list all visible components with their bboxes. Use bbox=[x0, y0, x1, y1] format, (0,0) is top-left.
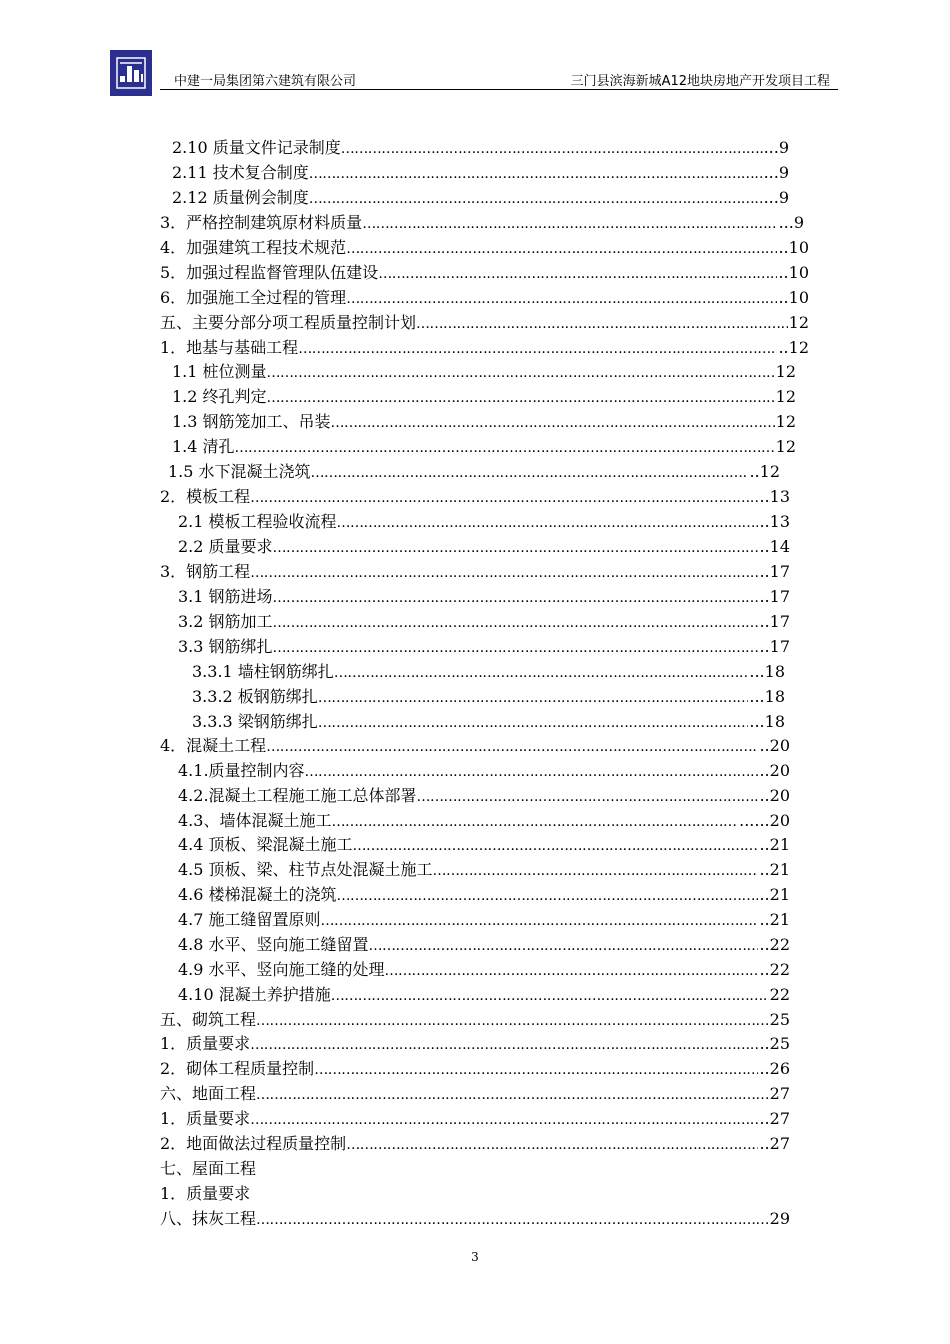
toc-entry-title: 4.9 水平、竖向施工缝的处理 bbox=[178, 960, 385, 979]
toc-dot-leader bbox=[331, 811, 738, 832]
toc-entry-title: 1.3 钢筋笼加工、吊装 bbox=[172, 412, 331, 431]
toc-entry-title: 2.2 质量要求 bbox=[178, 537, 273, 556]
toc-dot-leader bbox=[235, 437, 775, 458]
toc-entry-page: ..14 bbox=[759, 537, 790, 556]
toc-entry-title: 1．质量要求 bbox=[160, 1184, 251, 1203]
toc-dot-leader bbox=[266, 736, 758, 757]
toc-entry-page: 12 bbox=[775, 387, 796, 406]
toc-dot-leader bbox=[250, 1109, 758, 1130]
toc-entry[interactable] bbox=[178, 884, 790, 906]
toc-entry-title: 五、主要分部分项工程质量控制计划 bbox=[160, 313, 417, 332]
toc-entry-page: ..12 bbox=[778, 338, 809, 357]
toc-entry-title: 2．地面做法过程质量控制 bbox=[160, 1134, 347, 1153]
toc-dot-leader bbox=[250, 562, 758, 583]
toc-entry-title: 4.7 施工缝留置原则 bbox=[178, 910, 321, 929]
toc-entry-page: 25 bbox=[769, 1010, 790, 1029]
toc-entry[interactable] bbox=[178, 959, 790, 981]
toc-entry-title: 五、砌筑工程 bbox=[160, 1010, 257, 1029]
toc-entry-page: ...9 bbox=[778, 213, 804, 232]
toc-entry-title: 4.2.混凝土工程施工施工总体部署 bbox=[178, 786, 417, 805]
toc-entry[interactable] bbox=[178, 984, 790, 1006]
toc-entry-page: ..21 bbox=[759, 910, 790, 929]
toc-entry[interactable] bbox=[178, 760, 790, 782]
toc-entry-page: ..21 bbox=[759, 835, 790, 854]
toc-entry[interactable] bbox=[178, 611, 790, 633]
toc-dot-leader bbox=[273, 587, 759, 608]
toc-entry[interactable] bbox=[178, 536, 790, 558]
toc-entry-page: ..27 bbox=[759, 1109, 790, 1128]
toc-entry-title: 4.5 顶板、梁、柱节点处混凝土施工 bbox=[178, 860, 433, 879]
toc-dot-leader bbox=[337, 512, 759, 533]
toc-entry-title: 4.3、墙体混凝土施工 bbox=[178, 811, 332, 830]
toc-dot-leader bbox=[385, 960, 759, 981]
toc-dot-leader bbox=[256, 1209, 769, 1230]
toc-entry[interactable] bbox=[178, 909, 790, 931]
toc-entry-title: 1．质量要求 bbox=[160, 1109, 251, 1128]
toc-dot-leader bbox=[273, 637, 759, 658]
toc-entry[interactable] bbox=[160, 212, 804, 234]
toc-entry-title: 3.1 钢筋进场 bbox=[178, 587, 273, 606]
toc-entry-title: 2.12 质量例会制度 bbox=[172, 188, 309, 207]
toc-dot-leader bbox=[346, 1134, 758, 1155]
toc-entry[interactable] bbox=[160, 1133, 790, 1155]
toc-entry[interactable] bbox=[178, 511, 790, 533]
toc-entry-title: 3.3 钢筋绑扎 bbox=[178, 637, 273, 656]
toc-entry-page: ...9 bbox=[763, 188, 789, 207]
toc-entry[interactable] bbox=[160, 1183, 400, 1205]
toc-entry-title: 6．加强施工全过程的管理 bbox=[160, 288, 347, 307]
toc-entry-title: 5．加强过程监督管理队伍建设 bbox=[160, 263, 379, 282]
toc-entry-title: 4.1.质量控制内容 bbox=[178, 761, 305, 780]
toc-entry-page: ...18 bbox=[749, 662, 785, 681]
toc-dot-leader bbox=[369, 935, 759, 956]
toc-entry-title: 3．严格控制建筑原材料质量 bbox=[160, 213, 363, 232]
toc-entry-title: 3.3.1 墙柱钢筋绑扎 bbox=[192, 662, 334, 681]
toc-entry-page: ...9 bbox=[763, 138, 789, 157]
toc-entry[interactable] bbox=[172, 436, 796, 458]
toc-entry-title: 3.2 钢筋加工 bbox=[178, 612, 273, 631]
toc-dot-leader bbox=[256, 1084, 769, 1105]
toc-entry-page: 22 bbox=[769, 985, 790, 1004]
toc-dot-leader bbox=[433, 860, 759, 881]
toc-dot-leader bbox=[321, 910, 759, 931]
toc-entry[interactable] bbox=[160, 237, 809, 259]
toc-entry-page: ..20 bbox=[759, 761, 790, 780]
toc-entry[interactable] bbox=[160, 287, 809, 309]
toc-entry-title: 1．质量要求 bbox=[160, 1034, 251, 1053]
toc-entry-title: 八、抹灰工程 bbox=[160, 1209, 257, 1228]
toc-dot-leader bbox=[267, 362, 775, 383]
toc-entry[interactable] bbox=[160, 1058, 790, 1080]
toc-entry-page: ..22 bbox=[759, 935, 790, 954]
toc-entry-page: ..17 bbox=[759, 612, 790, 631]
toc-entry-title: 六、地面工程 bbox=[160, 1084, 257, 1103]
toc-entry-title: 4．混凝土工程 bbox=[160, 736, 267, 755]
toc-entry[interactable] bbox=[178, 636, 790, 658]
toc-dot-leader bbox=[273, 612, 759, 633]
toc-entry-title: 2.1 模板工程验收流程 bbox=[178, 512, 337, 531]
toc-entry[interactable] bbox=[172, 361, 796, 383]
toc-dot-leader bbox=[314, 1059, 758, 1080]
toc-dot-leader bbox=[346, 288, 777, 309]
toc-entry-title: 3．钢筋工程 bbox=[160, 562, 251, 581]
toc-entry[interactable] bbox=[172, 386, 796, 408]
toc-entry-title: 1.2 终孔判定 bbox=[172, 387, 267, 406]
toc-entry[interactable] bbox=[172, 137, 789, 159]
toc-entry-page: ..20 bbox=[759, 786, 790, 805]
toc-entry-title: 4.10 混凝土养护措施 bbox=[178, 985, 331, 1004]
toc-entry-title: 3.3.3 梁钢筋绑扎 bbox=[192, 712, 318, 731]
toc-dot-leader bbox=[311, 462, 749, 483]
toc-entry-page: ..22 bbox=[759, 960, 790, 979]
toc-entry[interactable] bbox=[160, 1083, 790, 1105]
toc-entry[interactable] bbox=[178, 859, 790, 881]
toc-entry[interactable] bbox=[160, 486, 790, 508]
toc-entry-title: 2．模板工程 bbox=[160, 487, 251, 506]
toc-entry[interactable] bbox=[178, 785, 790, 807]
toc-entry-title: 2．砌体工程质量控制 bbox=[160, 1059, 315, 1078]
toc-entry-title: 1.4 清孔 bbox=[172, 437, 235, 456]
toc-entry[interactable] bbox=[192, 661, 785, 683]
toc-dot-leader bbox=[250, 487, 758, 508]
toc-entry-page: ..20 bbox=[759, 736, 790, 755]
toc-entry-page: ..25 bbox=[759, 1034, 790, 1053]
toc-entry-page: ..10 bbox=[778, 263, 809, 282]
toc-dot-leader bbox=[331, 412, 775, 433]
toc-dot-leader bbox=[337, 885, 759, 906]
toc-entry[interactable] bbox=[160, 1158, 400, 1180]
toc-dot-leader bbox=[334, 662, 749, 683]
toc-dot-leader bbox=[378, 263, 777, 284]
toc-entry[interactable] bbox=[178, 586, 790, 608]
toc-entry[interactable] bbox=[172, 411, 796, 433]
toc-entry[interactable] bbox=[160, 1009, 790, 1031]
toc-entry-page: ..10 bbox=[778, 288, 809, 307]
toc-entry-title: 1.5 水下混凝土浇筑 bbox=[168, 462, 311, 481]
toc-dot-leader bbox=[331, 985, 769, 1006]
toc-dot-leader bbox=[298, 338, 777, 359]
toc-entry-title: 1.1 桩位测量 bbox=[172, 362, 267, 381]
toc-entry-title: 4.6 楼梯混凝土的浇筑 bbox=[178, 885, 337, 904]
toc-entry-page: ...9 bbox=[763, 163, 789, 182]
toc-entry-page: ..12 bbox=[749, 462, 780, 481]
toc-entry[interactable] bbox=[160, 1208, 790, 1230]
toc-entry-page: ..27 bbox=[759, 1134, 790, 1153]
toc-entry-page: 27 bbox=[769, 1084, 790, 1103]
toc-dot-leader bbox=[256, 1010, 769, 1031]
toc-entry-title: 3.3.2 板钢筋绑扎 bbox=[192, 687, 318, 706]
toc-entry[interactable] bbox=[168, 461, 780, 483]
toc-entry-page: ...18 bbox=[749, 687, 785, 706]
toc-entry[interactable] bbox=[160, 312, 809, 334]
toc-entry-page: ...18 bbox=[749, 712, 785, 731]
toc-dot-leader bbox=[267, 387, 775, 408]
toc-entry[interactable] bbox=[160, 262, 809, 284]
toc-entry[interactable] bbox=[160, 337, 809, 359]
toc-entry-page: 29 bbox=[769, 1209, 790, 1228]
toc-entry-page: 12 bbox=[775, 437, 796, 456]
toc-entry[interactable] bbox=[160, 1033, 790, 1055]
toc-entry-title: 4.8 水平、竖向施工缝留置 bbox=[178, 935, 369, 954]
toc-entry[interactable] bbox=[178, 934, 790, 956]
toc-entry-title: 2.11 技术复合制度 bbox=[172, 163, 309, 182]
toc-entry-page: ..21 bbox=[759, 885, 790, 904]
toc-entry[interactable] bbox=[160, 1108, 790, 1130]
toc-entry-page: ..13 bbox=[759, 487, 790, 506]
toc-entry[interactable] bbox=[160, 735, 790, 757]
toc-dot-leader bbox=[250, 1034, 758, 1055]
toc-entry[interactable] bbox=[172, 187, 789, 209]
toc-dot-leader bbox=[318, 712, 749, 733]
toc-entry-page: 12 bbox=[788, 313, 809, 332]
toc-entry-page: ..21 bbox=[759, 860, 790, 879]
toc-entry-page: 12 bbox=[775, 362, 796, 381]
toc-dot-leader bbox=[318, 687, 749, 708]
toc-dot-leader bbox=[309, 163, 763, 184]
toc-entry-page: ..26 bbox=[759, 1059, 790, 1078]
toc-entry[interactable] bbox=[192, 711, 785, 733]
project-name: 三门县滨海新城A12地块房地产开发项目工程 bbox=[570, 74, 830, 89]
toc-entry-page: ..17 bbox=[759, 587, 790, 606]
toc-entry-page: ..13 bbox=[759, 512, 790, 531]
toc-entry-page: ..17 bbox=[759, 562, 790, 581]
toc-dot-leader bbox=[273, 537, 759, 558]
company-name: 中建一局集团第六建筑有限公司 bbox=[174, 74, 357, 89]
toc-entry-page: ......20 bbox=[739, 811, 790, 830]
toc-entry-page: ..17 bbox=[759, 637, 790, 656]
toc-entry-title: 2.10 质量文件记录制度 bbox=[172, 138, 341, 157]
toc-entry[interactable] bbox=[172, 162, 789, 184]
toc-dot-leader bbox=[346, 238, 777, 259]
toc-entry[interactable] bbox=[178, 810, 790, 832]
toc-entry-page: 12 bbox=[775, 412, 796, 431]
toc-entry-title: 4.4 顶板、梁混凝土施工 bbox=[178, 835, 353, 854]
toc-entry-page: ..10 bbox=[778, 238, 809, 257]
toc-dot-leader bbox=[417, 786, 759, 807]
toc-dot-leader bbox=[309, 188, 763, 209]
toc-entry[interactable] bbox=[192, 686, 785, 708]
toc-entry-title: 七、屋面工程 bbox=[160, 1159, 257, 1178]
toc-entry[interactable] bbox=[178, 834, 790, 856]
toc-dot-leader bbox=[362, 213, 777, 234]
toc-entry[interactable] bbox=[160, 561, 790, 583]
toc-dot-leader bbox=[305, 761, 759, 782]
toc-dot-leader bbox=[416, 313, 788, 334]
toc-entry-title: 1．地基与基础工程 bbox=[160, 338, 299, 357]
toc-dot-leader bbox=[341, 138, 763, 159]
toc-dot-leader bbox=[353, 835, 759, 856]
toc-entry-title: 4．加强建筑工程技术规范 bbox=[160, 238, 347, 257]
page-number: 3 bbox=[471, 1250, 479, 1264]
